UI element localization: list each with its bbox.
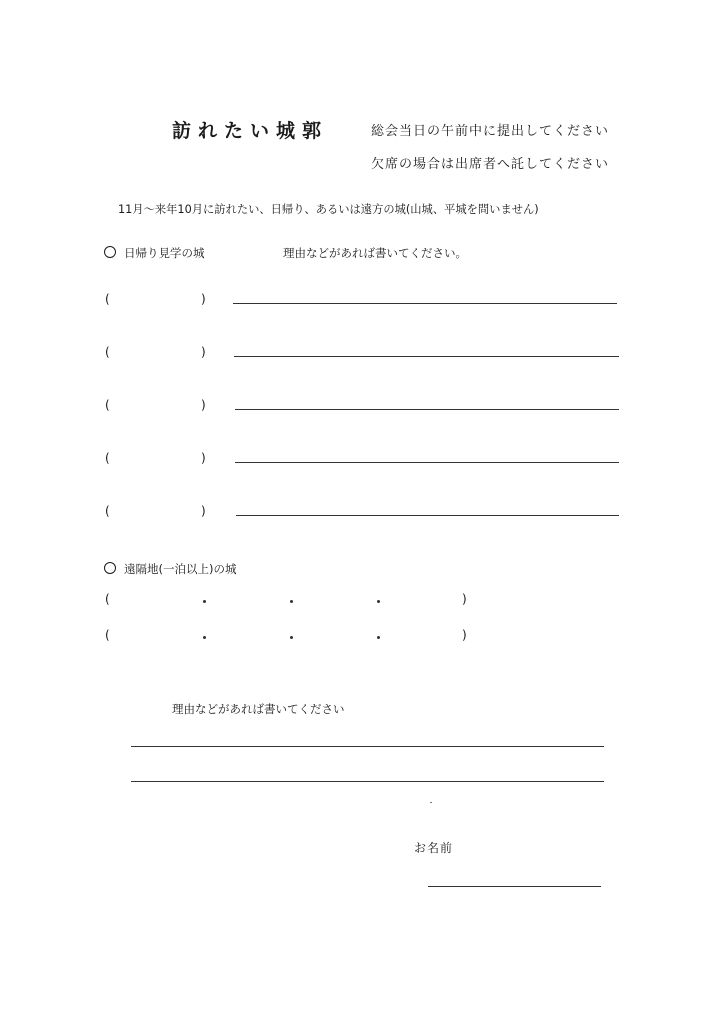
separator-dot: [203, 600, 206, 603]
reason-line[interactable]: [235, 409, 619, 410]
castle-open-paren: (: [105, 292, 110, 306]
castle-open-paren: (: [105, 345, 110, 359]
castle-close-paren: ): [201, 292, 206, 306]
distant-close-paren: ): [462, 628, 467, 642]
reason-line[interactable]: [235, 462, 619, 463]
distant-open-paren: (: [105, 628, 110, 642]
day-trip-heading-label: 日帰り見学の城: [124, 246, 205, 260]
separator-dot: [203, 636, 206, 639]
reason-line[interactable]: [236, 515, 619, 516]
distant-heading: [104, 561, 236, 577]
name-line[interactable]: [428, 886, 601, 887]
day-trip-reason-prompt: 理由などがあれば書いてください。: [283, 246, 467, 260]
castle-close-paren: ): [201, 451, 206, 465]
name-label: お名前: [414, 841, 454, 855]
day-trip-heading: [104, 245, 205, 261]
reason-line[interactable]: [234, 356, 619, 357]
castle-close-paren: ): [201, 504, 206, 518]
castle-close-paren: ): [201, 345, 206, 359]
distant-heading-label: 遠隔地(一泊以上)の城: [124, 562, 237, 576]
intro-text: 11月～来年10月に訪れたい、日帰り、あるいは遠方の城(山城、平城を問いません): [118, 202, 539, 216]
separator-dot: [290, 636, 293, 639]
submission-note: 総会当日の午前中に提出してください: [371, 124, 610, 139]
circle-bullet-icon: [104, 246, 116, 258]
distant-reason-prompt: 理由などがあれば書いてください: [172, 702, 345, 716]
reason-line[interactable]: [233, 303, 617, 304]
distant-close-paren: ): [462, 592, 467, 606]
scan-speck: [430, 802, 432, 803]
absence-note: 欠席の場合は出席者へ託してください: [371, 157, 610, 172]
circle-bullet-icon: [104, 562, 116, 574]
castle-open-paren: (: [105, 504, 110, 518]
castle-close-paren: ): [201, 398, 206, 412]
separator-dot: [377, 636, 380, 639]
separator-dot: [377, 600, 380, 603]
castle-open-paren: (: [105, 398, 110, 412]
distant-reason-line[interactable]: [131, 781, 604, 782]
castle-open-paren: (: [105, 451, 110, 465]
form-title: 訪れたい城郭: [172, 120, 329, 142]
distant-reason-line[interactable]: [131, 746, 604, 747]
separator-dot: [290, 600, 293, 603]
distant-open-paren: (: [105, 592, 110, 606]
